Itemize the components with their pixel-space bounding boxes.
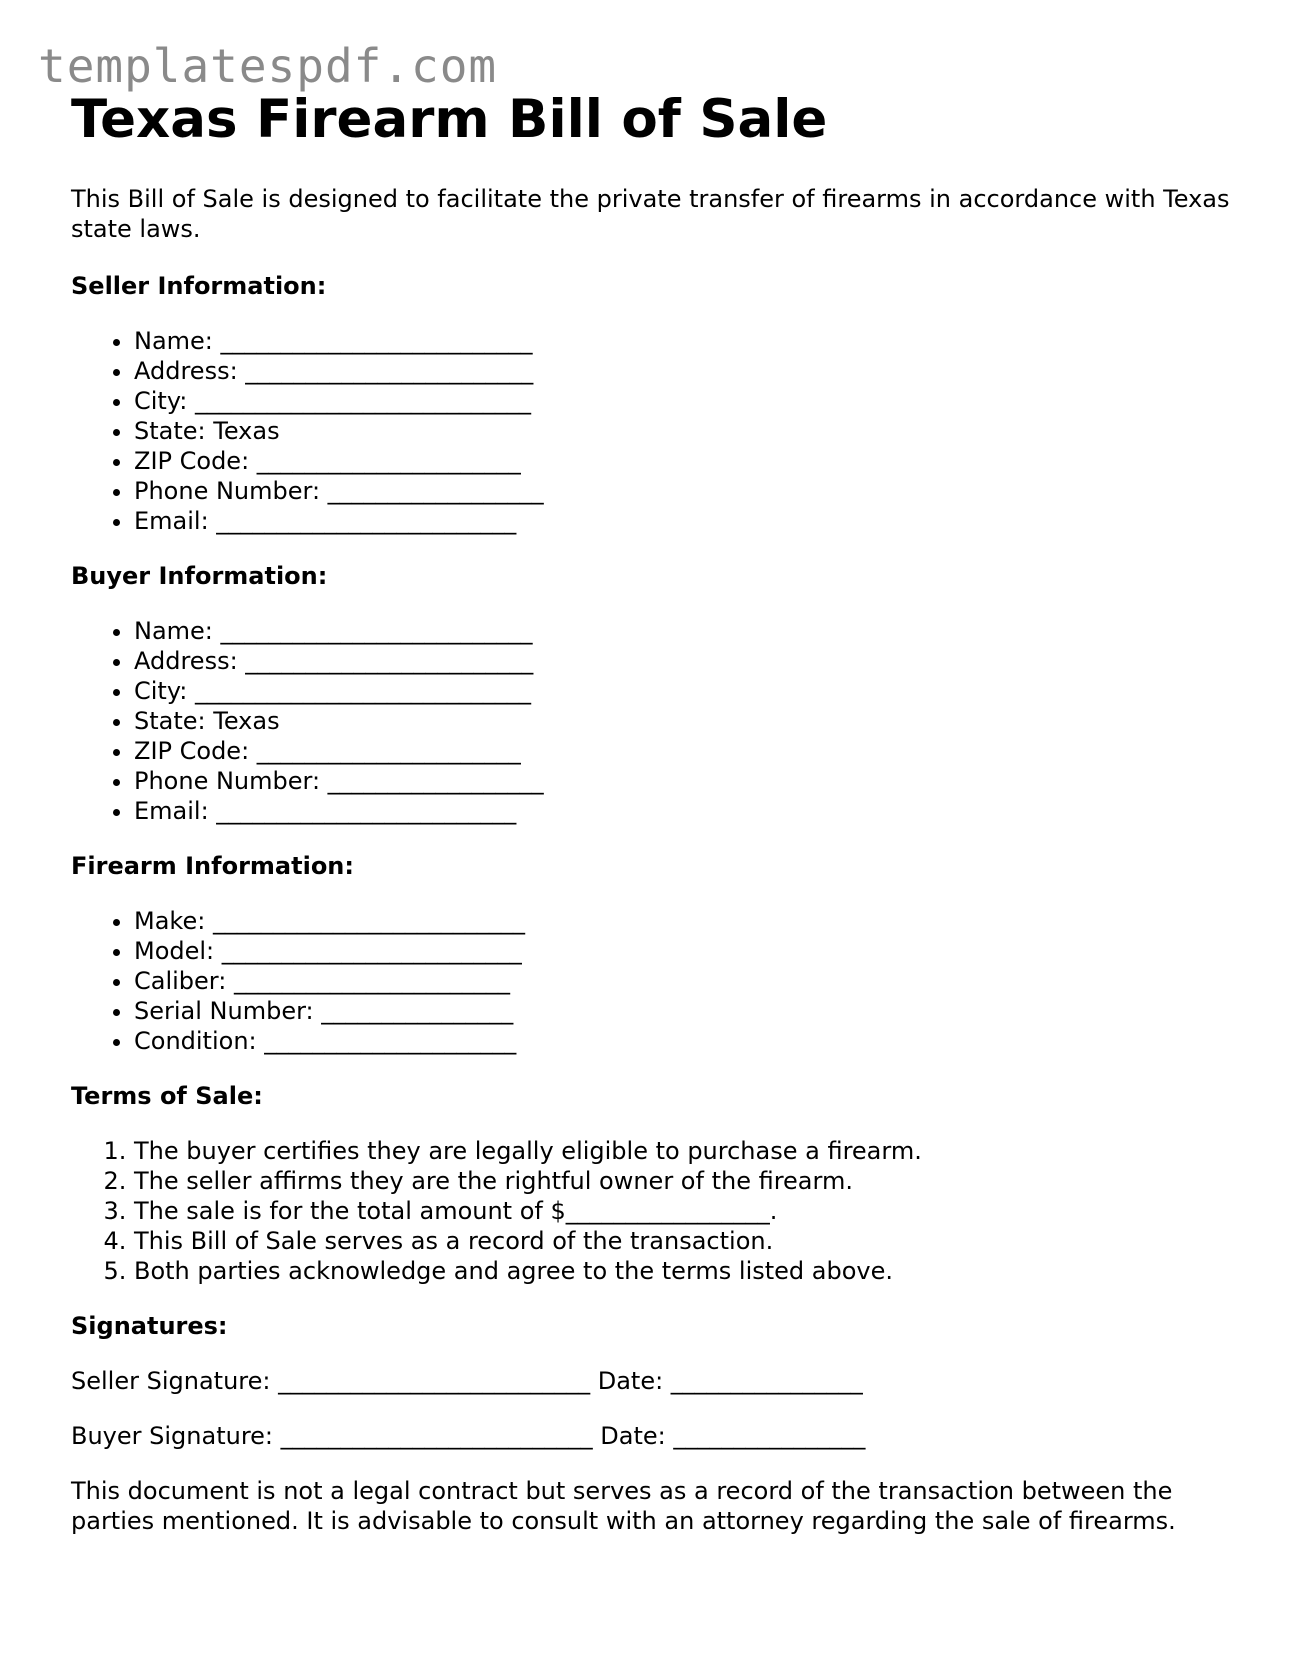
buyer-signature-line [71,1421,1231,1451]
term-item: 4. This Bill of Sale serves as a record of the transaction. [134,1226,1231,1256]
firearm-info-heading: Firearm Information: [71,852,354,880]
term-item: 2. The seller affirms they are the rightful owner of the firearm. [134,1166,1231,1196]
disclaimer-paragraph: This document is not a legal contract but serves as a record of the transaction between the parties mentioned. It is advisable to consult with an attorney regarding the sale of firearms. [71,1477,1176,1535]
firearm-serial-field: • Serial Number: ________________ [134,996,1231,1026]
seller-phone-field: • Phone Number: __________________ [134,476,1231,506]
term-item: 1. The buyer certifies they are legally eligible to purchase a firearm. [134,1136,1231,1166]
signatures-heading: Signatures: [71,1312,228,1340]
seller-info-list [71,326,1231,536]
term-item: 3. The sale is for the total amount of $_________________. [134,1196,1231,1226]
firearm-info-list [71,906,1231,1056]
seller-email-field: • Email: _________________________ [134,506,1231,536]
seller-signature-line [71,1366,1231,1396]
document-page [71,86,1231,1536]
seller-info-heading: Seller Information: [71,272,327,300]
buyer-name-field: • Name: __________________________ [134,616,1231,646]
buyer-email-field: • Email: _________________________ [134,796,1231,826]
seller-state-field: • State: Texas [134,416,1231,446]
buyer-city-field: • City: ____________________________ [134,676,1231,706]
terms-list [71,1136,1231,1286]
page-title: Texas Firearm Bill of Sale [71,89,828,150]
intro-paragraph: This Bill of Sale is designed to facilitate the private transfer of firearms in accordance with Texas state laws. [71,185,1230,243]
firearm-make-field: • Make: __________________________ [134,906,1231,936]
firearm-caliber-field: • Caliber: _______________________ [134,966,1231,996]
seller-signature-field: Seller Signature: __________________________ [71,1367,591,1395]
seller-name-field: • Name: __________________________ [134,326,1231,356]
buyer-state-field: • State: Texas [134,706,1231,736]
seller-date-field: Date: ________________ [590,1367,863,1395]
terms-heading: Terms of Sale: [71,1082,263,1110]
firearm-condition-field: • Condition: _____________________ [134,1026,1231,1056]
buyer-signature-field: Buyer Signature: __________________________ [71,1422,593,1450]
watermark: templatespdf.com [38,39,498,93]
seller-address-field: • Address: ________________________ [134,356,1231,386]
buyer-info-list [71,616,1231,826]
seller-city-field: • City: ____________________________ [134,386,1231,416]
firearm-model-field: • Model: _________________________ [134,936,1231,966]
buyer-date-field: Date: ________________ [592,1422,866,1450]
seller-zip-field: • ZIP Code: ______________________ [134,446,1231,476]
term-item: 5. Both parties acknowledge and agree to the terms listed above. [134,1256,1231,1286]
buyer-zip-field: • ZIP Code: ______________________ [134,736,1231,766]
buyer-address-field: • Address: ________________________ [134,646,1231,676]
buyer-phone-field: • Phone Number: __________________ [134,766,1231,796]
buyer-info-heading: Buyer Information: [71,562,328,590]
